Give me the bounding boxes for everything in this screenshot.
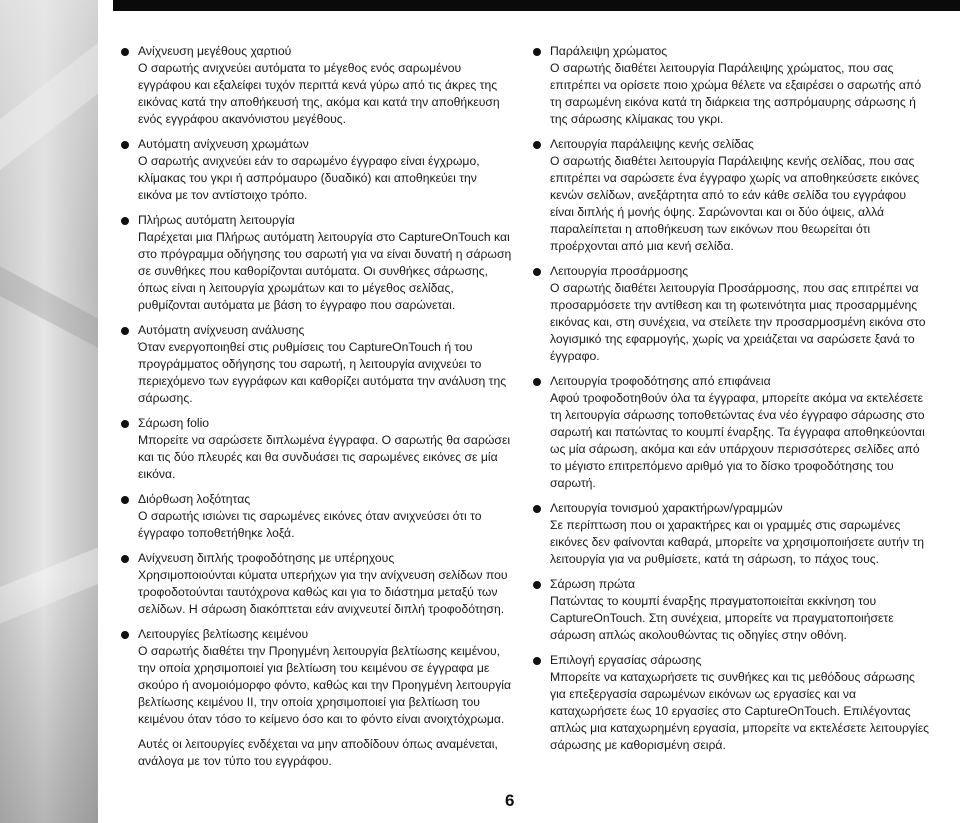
decorative-side-strip — [0, 0, 98, 823]
feature-description: Παρέχεται μια Πλήρως αυτόματη λειτουργία στο CaptureOnTouch και στο πρόγραμμα οδήγησης του σαρωτή για να είναι δυνατή η σάρωση σε συνθήκες που καθορίζονται αυτόματα. Οι συνθήκες σάρωσης, όπως είναι η λειτουργία χρωμάτων και το μέγεθος σελίδας, ρυθμίζονται αυτόματα με βάση το έγγραφο που σαρώνεται. — [138, 230, 512, 312]
bullet-icon — [121, 555, 129, 563]
bullet-icon — [533, 268, 541, 276]
feature-title: Λειτουργία προσάρμοσης — [550, 264, 689, 278]
feature-description: Χρησιμοποιούνται κύματα υπερήχων για την ανίχνευση σελίδων που τροφοδοτούνται ταυτόχρονα καθώς και για το διάστημα μεταξύ των σελίδων. Η σάρωση διακόπτεται εάν ανιχνευτεί διπλή τροφοδότηση. — [138, 568, 508, 616]
bullet-icon — [533, 657, 541, 665]
feature-description: Ο σαρωτής ισιώνει τις σαρωμένες εικόνες όταν ανιχνεύσει ότι το έγγραφο τοποθετήθηκε λοξά. — [138, 509, 482, 540]
left-column — [121, 43, 513, 770]
feature-title: Διόρθωση λοξότητας — [138, 492, 251, 506]
feature-item — [533, 500, 933, 568]
feature-item — [121, 43, 513, 128]
header-bar — [113, 0, 960, 11]
feature-description: Σε περίπτωση που οι χαρακτήρες και οι γραμμές στις σαρωμένες εικόνες δεν φαίνονται καθαρά, μπορείτε να χρησιμοποιήσετε αυτήν τη λειτουργία για να ρυθμίσετε, κατά τη σάρωση, το πάχος τους. — [550, 518, 925, 566]
right-column — [533, 43, 933, 754]
feature-item — [121, 322, 513, 407]
feature-title: Αυτόματη ανίχνευση ανάλυσης — [138, 323, 305, 337]
bullet-icon — [121, 327, 129, 335]
feature-title: Λειτουργία παράλειψης κενής σελίδας — [550, 137, 754, 151]
feature-description: Αφού τροφοδοτηθούν όλα τα έγγραφα, μπορείτε ακόμα να εκτελέσετε τη λειτουργία σάρωσης τοποθετώντας ένα νέο έγγραφο σάρωσης στο σαρωτή και πατώντας το κουμπί έναρξης. Τα έγγραφα αποθηκεύονται ως μία σάρωση, ακόμα και εάν υπάρχουν περισσότερες σελίδες από το μέγιστο επιτρεπόμενο αριθμό για το δίσκο τροφοδότησης του σαρωτή. — [550, 391, 925, 490]
feature-description: Ο σαρωτής διαθέτει την Προηγμένη λειτουργία βελτίωσης κειμένου, την οποία χρησιμοποιεί για βελτίωση του κειμένου σε έγγραφα με σκούρο ή ανομοιόμορφο φόντο, καθώς και την Προηγμένη λειτουργία βελτίωσης κειμένου ΙΙ, την οποία χρησιμοποιεί για βελτίωση του κειμένου όταν τόσο το κείμενο όσο και το φόντο είναι ανοιχτόχρωμα. — [138, 644, 512, 726]
feature-description: Ο σαρωτής διαθέτει λειτουργία Παράλειψης κενής σελίδας, που σας επιτρέπει να σαρώσετε ένα έγγραφο χωρίς να αποθηκεύσετε εικόνες κενών σελίδων, ανεξάρτητα από το εάν κάθε σελίδα του εγγράφου είναι διπλής ή μονής όψης. Σαρώνονται και οι δύο όψεις, αλλά παραλείπεται η αποθήκευση των εικόνων που θεωρείται ότι προέρχονται από μια κενή σελίδα. — [550, 154, 920, 253]
feature-item — [533, 263, 933, 365]
feature-description: Ο σαρωτής ανιχνεύει εάν το σαρωμένο έγγραφο είναι έγχρωμο, κλίμακας του γκρι ή ασπρόμαυρο (δυαδικό) και αποθηκεύει την εικόνα με τον αντίστοιχο τρόπο. — [138, 154, 480, 202]
feature-description: Ο σαρωτής διαθέτει λειτουργία Προσάρμοσης, που σας επιτρέπει να προσαρμόσετε την αντίθεση και τη φωτεινότητα μιας προσαρμμένης εικόνας και, στη συνέχεια, να στείλετε την προσαρμοσμένη εικόνα στο λογισμικό της εφαρμογής, χωρίς να χρειάζεται να σαρώσετε ξανά το έγγραφο. — [550, 281, 926, 363]
feature-description: Μπορείτε να καταχωρήσετε τις συνθήκες και τις μεθόδους σάρωσης για επεξεργασία σαρωμένων εικόνων ως εργασίες και να καταχωρήσετε έως 10 εργασίες στο CaptureOnTouch. Επιλέγοντας απλώς μια καταχωρημένη εργασία, μπορείτε να εκτελέσετε λειτουργίες σάρωσης με καθορισμένη σειρά. — [550, 670, 930, 752]
bullet-icon — [121, 496, 129, 504]
feature-description: Μπορείτε να σαρώσετε διπλωμένα έγγραφα. Ο σαρωτής θα σαρώσει και τις δύο πλευρές και θα συνδυάσει τις σαρωμένες εικόνες σε μία εικόνα. — [138, 433, 511, 481]
feature-title: Λειτουργία τονισμού χαρακτήρων/γραμμών — [550, 501, 783, 515]
feature-item — [121, 550, 513, 618]
feature-title: Ανίχνευση μεγέθους χαρτιού — [138, 44, 292, 58]
bullet-icon — [533, 141, 541, 149]
feature-description: Όταν ενεργοποιηθεί στις ρυθμίσεις του CaptureOnTouch ή του προγράμματος οδήγησης του σαρωτή, η λειτουργία ανιχνεύει το περιεχόμενο των εγγράφων και καθορίζει αυτόματα την ανάλυση της σάρωσης. — [138, 340, 507, 405]
feature-description: Πατώντας το κουμπί έναρξης πραγματοποιείται εκκίνηση του CaptureOnTouch. Στη συνέχεια, μπορείτε να πραγματοποιήσετε σάρωση απλώς ακολουθώντας τις οδηγίες στην οθόνη. — [550, 594, 894, 642]
feature-item — [121, 212, 513, 314]
bullet-icon — [121, 631, 129, 639]
bullet-icon — [121, 420, 129, 428]
feature-description: Ο σαρωτής διαθέτει λειτουργία Παράλειψης χρώματος, που σας επιτρέπει να ορίσετε ποιο χρώμα θέλετε να εξαιρέσει ο σαρωτής από τη σαρωμένη εικόνα κατά τη διάρκεια της ασπρόμαυρης σάρωσης ή της σάρωσης κλίμακας του γκρι. — [550, 61, 922, 126]
feature-item — [533, 43, 933, 128]
bullet-icon — [121, 141, 129, 149]
bullet-icon — [533, 48, 541, 56]
feature-item — [121, 136, 513, 204]
feature-title: Παράλειψη χρώματος — [550, 44, 668, 58]
bullet-icon — [533, 581, 541, 589]
feature-item — [121, 491, 513, 542]
feature-title: Σάρωση πρώτα — [550, 577, 636, 591]
feature-description: Ο σαρωτής ανιχνεύει αυτόματα το μέγεθος ενός σαρωμένου εγγράφου και εξαλείφει τυχόν περιττά κενά γύρω από τις άκρες της εικόνας κατά την αποθήκευσή της, ακόμα και κατά την αποθήκευση ενός εγγράφου ακανόνιστου μεγέθους. — [138, 61, 500, 126]
feature-title: Σάρωση folio — [138, 416, 210, 430]
feature-title: Επιλογή εργασίας σάρωσης — [550, 653, 702, 667]
feature-item — [533, 136, 933, 255]
page-number: 6 — [505, 791, 515, 810]
feature-item — [121, 415, 513, 483]
bullet-icon — [533, 505, 541, 513]
feature-title: Αυτόματη ανίχνευση χρωμάτων — [138, 137, 309, 151]
feature-item — [533, 652, 933, 754]
feature-title: Ανίχνευση διπλής τροφοδότησης με υπέρηχους — [138, 551, 395, 565]
feature-title: Λειτουργίες βελτίωσης κειμένου — [138, 627, 309, 641]
feature-item — [533, 373, 933, 492]
feature-description: Αυτές οι λειτουργίες ενδέχεται να μην αποδίδουν όπως αναμένεται, ανάλογα με τον τύπο του εγγράφου. — [138, 737, 498, 768]
feature-item — [121, 626, 513, 770]
bullet-icon — [533, 378, 541, 386]
bullet-icon — [121, 217, 129, 225]
feature-title: Λειτουργία τροφοδότησης από επιφάνεια — [550, 374, 771, 388]
feature-item — [533, 576, 933, 644]
bullet-icon — [121, 48, 129, 56]
feature-title: Πλήρως αυτόματη λειτουργία — [138, 213, 295, 227]
